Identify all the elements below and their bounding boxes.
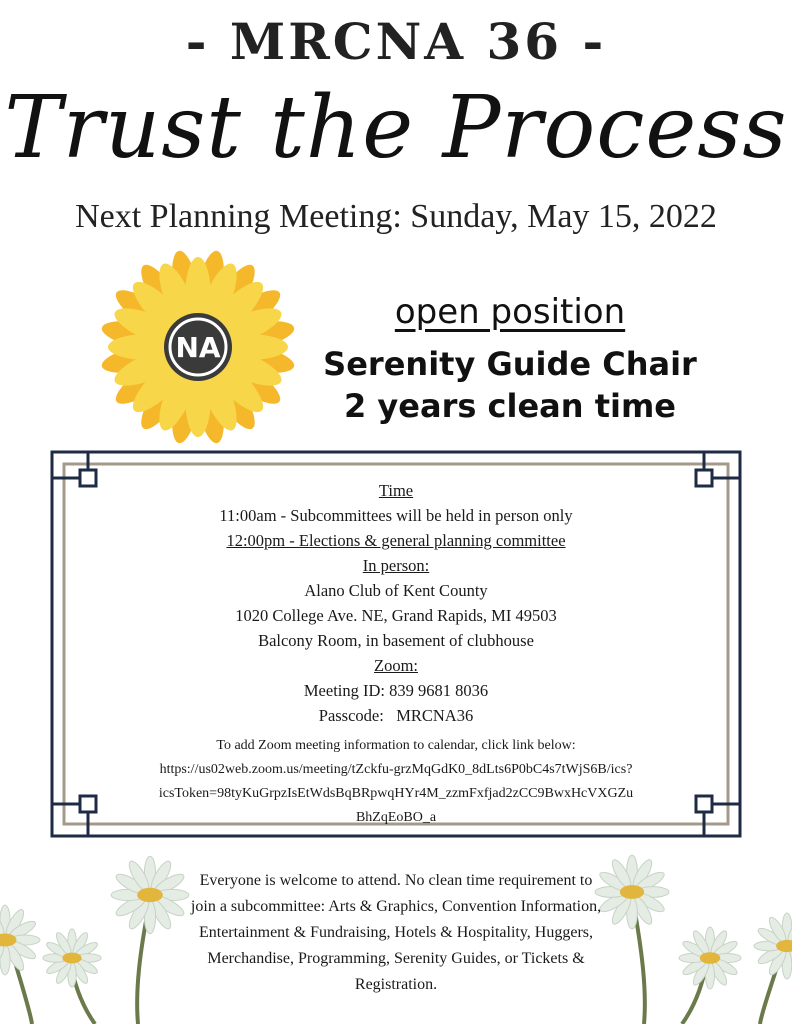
open-position-heading: open position: [394, 292, 626, 332]
time-subcommittees: 11:00am - Subcommittees will be held in person only: [219, 506, 573, 525]
zoom-link[interactable]: [120, 758, 672, 830]
footer-text: Everyone is welcome to attend. No clean time requirement to join a subcommittee: Arts & Graphics, Convention Information, Entertainment & Fundraising, Hotels & Hospitality, Huggers, Merchandise, Programming, Serenity Guides, or Tickets & Registration.: [190, 872, 602, 993]
zoom-link-line-2[interactable]: icsToken=98tyKuGrpzIsEtWdsBqBRpwqHYr4M_zzmFxfjad2zCC9BwxHcVXGZu: [158, 786, 634, 801]
calendar-note: To add Zoom meeting information to calendar, click link below:: [216, 738, 576, 753]
zoom-meeting-id: Meeting ID: 839 9681 8036: [303, 681, 489, 700]
meeting-date-line: Next Planning Meeting: Sunday, May 15, 2022: [75, 198, 717, 235]
meeting-details: [120, 478, 672, 830]
header-title: - MRCNA 36 -: [185, 12, 607, 71]
time-elections: 12:00pm - Elections & general planning committee: [226, 531, 566, 550]
time-heading: Time: [378, 481, 414, 500]
position-requirement: 2 years clean time: [344, 387, 676, 425]
na-logo-text: NA: [175, 331, 221, 364]
venue-room: Balcony Room, in basement of clubhouse: [258, 631, 534, 650]
daisy-flowers-left-icon: [0, 850, 200, 1024]
position-name: Serenity Guide Chair: [323, 345, 697, 383]
position-details: [290, 343, 730, 427]
zoom-heading: Zoom:: [374, 656, 418, 675]
venue-name: Alano Club of Kent County: [304, 581, 488, 600]
script-title: Trust the Process: [4, 78, 788, 178]
in-person-heading: In person:: [362, 556, 430, 575]
zoom-link-line-1[interactable]: https://us02web.zoom.us/meeting/tZckfu-grzMqGdK0_8dLts6P0bC4s7tWjS6B/ics?: [159, 762, 633, 777]
zoom-link-line-3[interactable]: BhZqEoBO_a: [355, 810, 437, 825]
na-logo-icon: [98, 247, 298, 447]
venue-address: 1020 College Ave. NE, Grand Rapids, MI 49503: [235, 606, 557, 625]
daisy-flowers-right-icon: [592, 850, 792, 1024]
zoom-passcode: Passcode: MRCNA36: [318, 706, 474, 725]
